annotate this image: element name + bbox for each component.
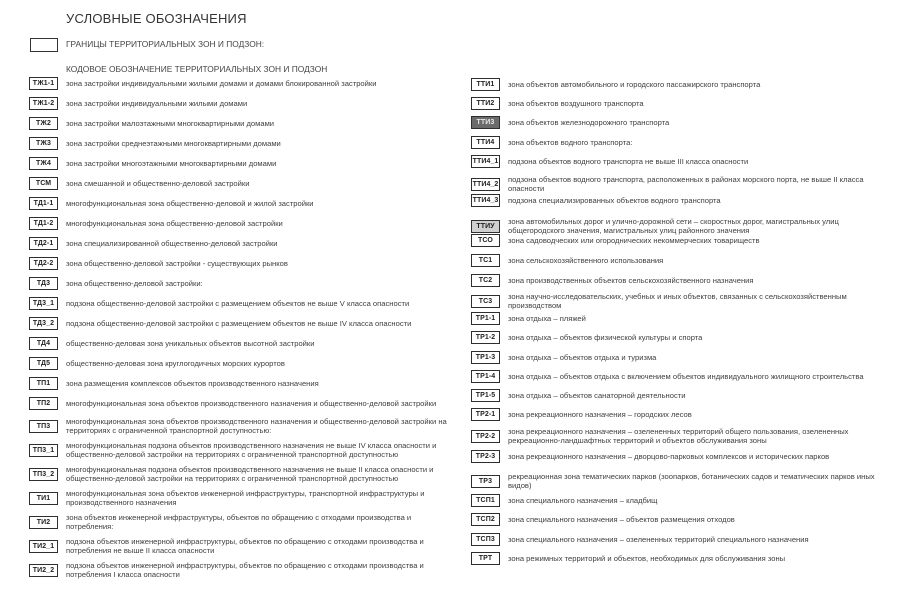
legend-item — [471, 472, 891, 491]
zone-description: зона размещения комплексов объектов производственного назначения — [66, 378, 319, 388]
zone-code-badge: ТР1-4 — [471, 370, 500, 383]
legend-item — [29, 489, 459, 508]
legend-item — [471, 78, 891, 91]
legend-item — [29, 561, 459, 580]
zone-description: зона рекреационного назначения – дворцово-парковых комплексов и исторических парков — [508, 451, 830, 461]
zone-code-badge: ТТИ1 — [471, 78, 500, 91]
zone-description: зона отдыха – пляжей — [508, 313, 586, 323]
zone-codes-label: КОДОВОЕ ОБОЗНАЧЕНИЕ ТЕРРИТОРИАЛЬНЫХ ЗОН И ПОДЗОН — [66, 64, 328, 74]
zone-code-badge: ТД1-2 — [29, 217, 58, 230]
zone-description: зона застройки малоэтажными многоквартирными домами — [66, 118, 275, 128]
legend-item — [29, 297, 459, 310]
zone-code-badge: ТР3 — [471, 475, 500, 488]
zone-description: подзона общественно-деловой застройки с размещением объектов не выше V класса опасности — [66, 298, 410, 308]
legend-item — [471, 331, 891, 344]
zone-description: зона отдыха – объектов отдыха с включением объектов индивидуального жилищного строительства — [508, 371, 864, 381]
zone-description: подзона объектов инженерной инфраструктуры, объектов по обращению с отходами производства и потребления не выше II класса опасности — [66, 537, 424, 556]
zone-code-badge: ТЖ3 — [29, 137, 58, 150]
zone-description: зона общественно-деловой застройки: — [66, 278, 203, 288]
zone-description: многофункциональная зона общественно-деловой и жилой застройки — [66, 198, 314, 208]
legend-item — [471, 155, 891, 168]
zone-description: зона застройки среднеэтажными многоквартирными домами — [66, 138, 281, 148]
zone-description: общественно-деловая зона уникальных объектов высотной застройки — [66, 338, 315, 348]
zone-code-badge: ТТИ2 — [471, 97, 500, 110]
zone-code-badge: ТСП2 — [471, 513, 500, 526]
legend-item — [471, 254, 891, 267]
zone-code-badge: ТП1 — [29, 377, 58, 390]
zone-description: многофункциональная зона объектов инженерной инфраструктуры, транспортной инфраструктуры и производственного назначения — [66, 489, 425, 508]
zone-code-badge: ТТИ4 — [471, 136, 500, 149]
legend-item — [471, 274, 891, 287]
zone-code-badge: ТП3 — [29, 420, 58, 433]
zone-description: подзона общественно-деловой застройки с размещением объектов не выше IV класса опасности — [66, 318, 412, 328]
zone-code-badge: ТП3_1 — [29, 444, 58, 457]
legend-item — [471, 450, 891, 463]
legend-item — [29, 97, 459, 110]
zone-code-badge: ТТИ4_3 — [471, 194, 500, 207]
zone-code-badge: ТД2-2 — [29, 257, 58, 270]
zone-description: зона рекреационного назначения – озелененных территорий общего пользования, озелененных рекреационно-ландшафтных территорий и объектов обслуживания зоны — [508, 427, 849, 446]
legend-item — [471, 427, 891, 446]
legend-item — [29, 465, 459, 484]
zone-border-sample — [30, 38, 58, 52]
zone-description: общественно-деловая зона круглогодичных морских курортов — [66, 358, 285, 368]
zone-code-badge: ТД3 — [29, 277, 58, 290]
zone-description: зона специального назначения – озелененных территорий специального назначения — [508, 534, 809, 544]
zone-description: зона объектов водного транспорта: — [508, 137, 633, 147]
zone-description: рекреационная зона тематических парков (зоопарков, ботанических садов и тематических парков иных видов) — [508, 472, 875, 491]
legend-item — [29, 337, 459, 350]
legend-item — [471, 217, 891, 236]
zone-description: подзона объектов водного транспорта, расположенных в районах морского порта, не выше II класса опасности — [508, 175, 864, 194]
zone-code-badge: ТРТ — [471, 552, 500, 565]
zone-code-badge: ТР1-1 — [471, 312, 500, 325]
legend-item — [471, 292, 891, 311]
legend-item — [471, 234, 891, 247]
zone-code-badge: ТСО — [471, 234, 500, 247]
zone-description: зона специального назначения – кладбищ — [508, 495, 658, 505]
legend-item — [29, 377, 459, 390]
zone-code-badge: ТИ1 — [29, 492, 58, 505]
zone-description: зона объектов инженерной инфраструктуры, объектов по обращению с отходами производства и потребления: — [66, 513, 412, 532]
legend-item — [471, 175, 891, 194]
zone-description: многофункциональная подзона объектов производственного назначения не выше IV класса опасности и общественно-деловой застройки на территориях с ограниченной транспортной доступностью — [66, 441, 437, 460]
legend-item — [29, 117, 459, 130]
zone-code-badge: ТТИ4_2 — [471, 178, 500, 191]
legend-item — [471, 408, 891, 421]
legend-item — [471, 494, 891, 507]
zone-description: зона объектов железнодорожного транспорта — [508, 117, 670, 127]
zone-code-badge: ТД1-1 — [29, 197, 58, 210]
legend-item — [29, 277, 459, 290]
legend-item — [29, 417, 459, 436]
legend-item — [29, 217, 459, 230]
legend-item — [471, 389, 891, 402]
zone-description: зона производственных объектов сельскохозяйственного назначения — [508, 275, 754, 285]
legend-item — [29, 177, 459, 190]
legend-item — [29, 77, 459, 90]
zone-description: зона общественно-деловой застройки - существующих рынков — [66, 258, 288, 268]
zone-description: зона рекреационного назначения – городских лесов — [508, 409, 692, 419]
zone-description: зона садоводческих или огороднических некоммерческих товариществ — [508, 235, 760, 245]
legend-item — [29, 197, 459, 210]
zone-border-label: ГРАНИЦЫ ТЕРРИТОРИАЛЬНЫХ ЗОН И ПОДЗОН: — [66, 39, 265, 49]
legend-item — [471, 552, 891, 565]
legend-item — [471, 351, 891, 364]
zone-description: зона автомобильных дорог и улично-дорожной сети – скоростных дорог, магистральных улиц общегородского значения, магистральных улиц районного значения — [508, 217, 839, 236]
zone-code-badge: ТС2 — [471, 274, 500, 287]
legend-item — [471, 533, 891, 546]
page-title: УСЛОВНЫЕ ОБОЗНАЧЕНИЯ — [66, 11, 247, 26]
zone-description: многофункциональная зона объектов производственного назначения и общественно-деловой застройки — [66, 398, 437, 408]
legend-item — [471, 116, 891, 129]
zone-description: зона отдыха – объектов физической культуры и спорта — [508, 332, 703, 342]
zone-description: зона сельскохозяйственного использования — [508, 255, 664, 265]
zone-code-badge: ТИ2 — [29, 516, 58, 529]
zone-code-badge: ТЖ1-2 — [29, 97, 58, 110]
zone-code-badge: ТЖ4 — [29, 157, 58, 170]
zone-code-badge: ТД3_1 — [29, 297, 58, 310]
zone-code-badge: ТД4 — [29, 337, 58, 350]
zone-code-badge: ТС3 — [471, 295, 500, 308]
zone-code-badge: ТД2-1 — [29, 237, 58, 250]
legend-item — [471, 97, 891, 110]
legend-item — [29, 317, 459, 330]
zone-code-badge: ТИ2_1 — [29, 540, 58, 553]
legend-item — [471, 136, 891, 149]
zone-code-badge: ТР1-5 — [471, 389, 500, 402]
legend-item — [29, 157, 459, 170]
zone-code-badge: ТС1 — [471, 254, 500, 267]
legend-item — [29, 441, 459, 460]
zone-description: зона объектов автомобильного и городского пассажирского транспорта — [508, 79, 761, 89]
zone-description: зона режимных территорий и объектов, необходимых для обслуживания зоны — [508, 553, 786, 563]
legend-item — [29, 237, 459, 250]
zone-code-badge: ТИ2_2 — [29, 564, 58, 577]
legend-item — [471, 312, 891, 325]
zone-code-badge: ТР2-1 — [471, 408, 500, 421]
zone-description: многофункциональная подзона объектов производственного назначения не выше II класса опасности и общественно-деловой застройки на территориях с ограниченной транспортной доступностью — [66, 465, 434, 484]
zone-description: подзона объектов водного транспорта не выше III класса опасности — [508, 156, 749, 166]
legend-item — [29, 137, 459, 150]
zone-code-badge: ТСМ — [29, 177, 58, 190]
zone-code-badge: ТТИ4_1 — [471, 155, 500, 168]
zone-code-badge: ТП2 — [29, 397, 58, 410]
zone-description: подзона объектов инженерной инфраструктуры, объектов по обращению с отходами производства и потребления I класса опасности — [66, 561, 424, 580]
legend-item — [29, 513, 459, 532]
zone-code-badge: ТСП3 — [471, 533, 500, 546]
zone-description: зона специального назначения – объектов размещения отходов — [508, 514, 735, 524]
zone-code-badge: ТЖ1-1 — [29, 77, 58, 90]
zone-description: зона научно-исследовательских, учебных и иных объектов, связанных с сельскохозяйственным производством — [508, 292, 847, 311]
legend-item — [471, 370, 891, 383]
legend-item — [29, 357, 459, 370]
zone-description: зона специализированной общественно-деловой застройки — [66, 238, 278, 248]
zone-description: многофункциональная зона объектов производственного назначения и общественно-деловой застройки на территориях с ограниченной транспортной доступностью: — [66, 417, 447, 436]
zone-description: зона застройки многоэтажными многоквартирными домами — [66, 158, 277, 168]
zone-description: подзона специализированных объектов водного транспорта — [508, 195, 721, 205]
zone-code-badge: ТД3_2 — [29, 317, 58, 330]
zone-description: зона смешанной и общественно-деловой застройки — [66, 178, 250, 188]
zone-description: зона отдыха – объектов санаторной деятельности — [508, 390, 686, 400]
zone-code-badge: ТТИ3 — [471, 116, 500, 129]
zone-description: зона застройки индивидуальными жилыми домами — [66, 98, 248, 108]
zone-description: зона объектов воздушного транспорта — [508, 98, 644, 108]
legend-item — [471, 513, 891, 526]
zone-code-badge: ТЖ2 — [29, 117, 58, 130]
zone-code-badge: ТСП1 — [471, 494, 500, 507]
zone-description: зона отдыха – объектов отдыха и туризма — [508, 352, 657, 362]
zone-code-badge: ТТИУ — [471, 220, 500, 233]
zone-code-badge: ТР2-3 — [471, 450, 500, 463]
legend-item — [29, 397, 459, 410]
zone-code-badge: ТД5 — [29, 357, 58, 370]
legend-item — [29, 537, 459, 556]
legend-item — [29, 257, 459, 270]
zone-code-badge: ТР2-2 — [471, 430, 500, 443]
zone-description: зона застройки индивидуальными жилыми домами и домами блокированной застройки — [66, 78, 377, 88]
zone-description: многофункциональная зона общественно-деловой застройки — [66, 218, 283, 228]
zone-code-badge: ТП3_2 — [29, 468, 58, 481]
zone-code-badge: ТР1-2 — [471, 331, 500, 344]
legend-item — [471, 194, 891, 207]
zone-code-badge: ТР1-3 — [471, 351, 500, 364]
